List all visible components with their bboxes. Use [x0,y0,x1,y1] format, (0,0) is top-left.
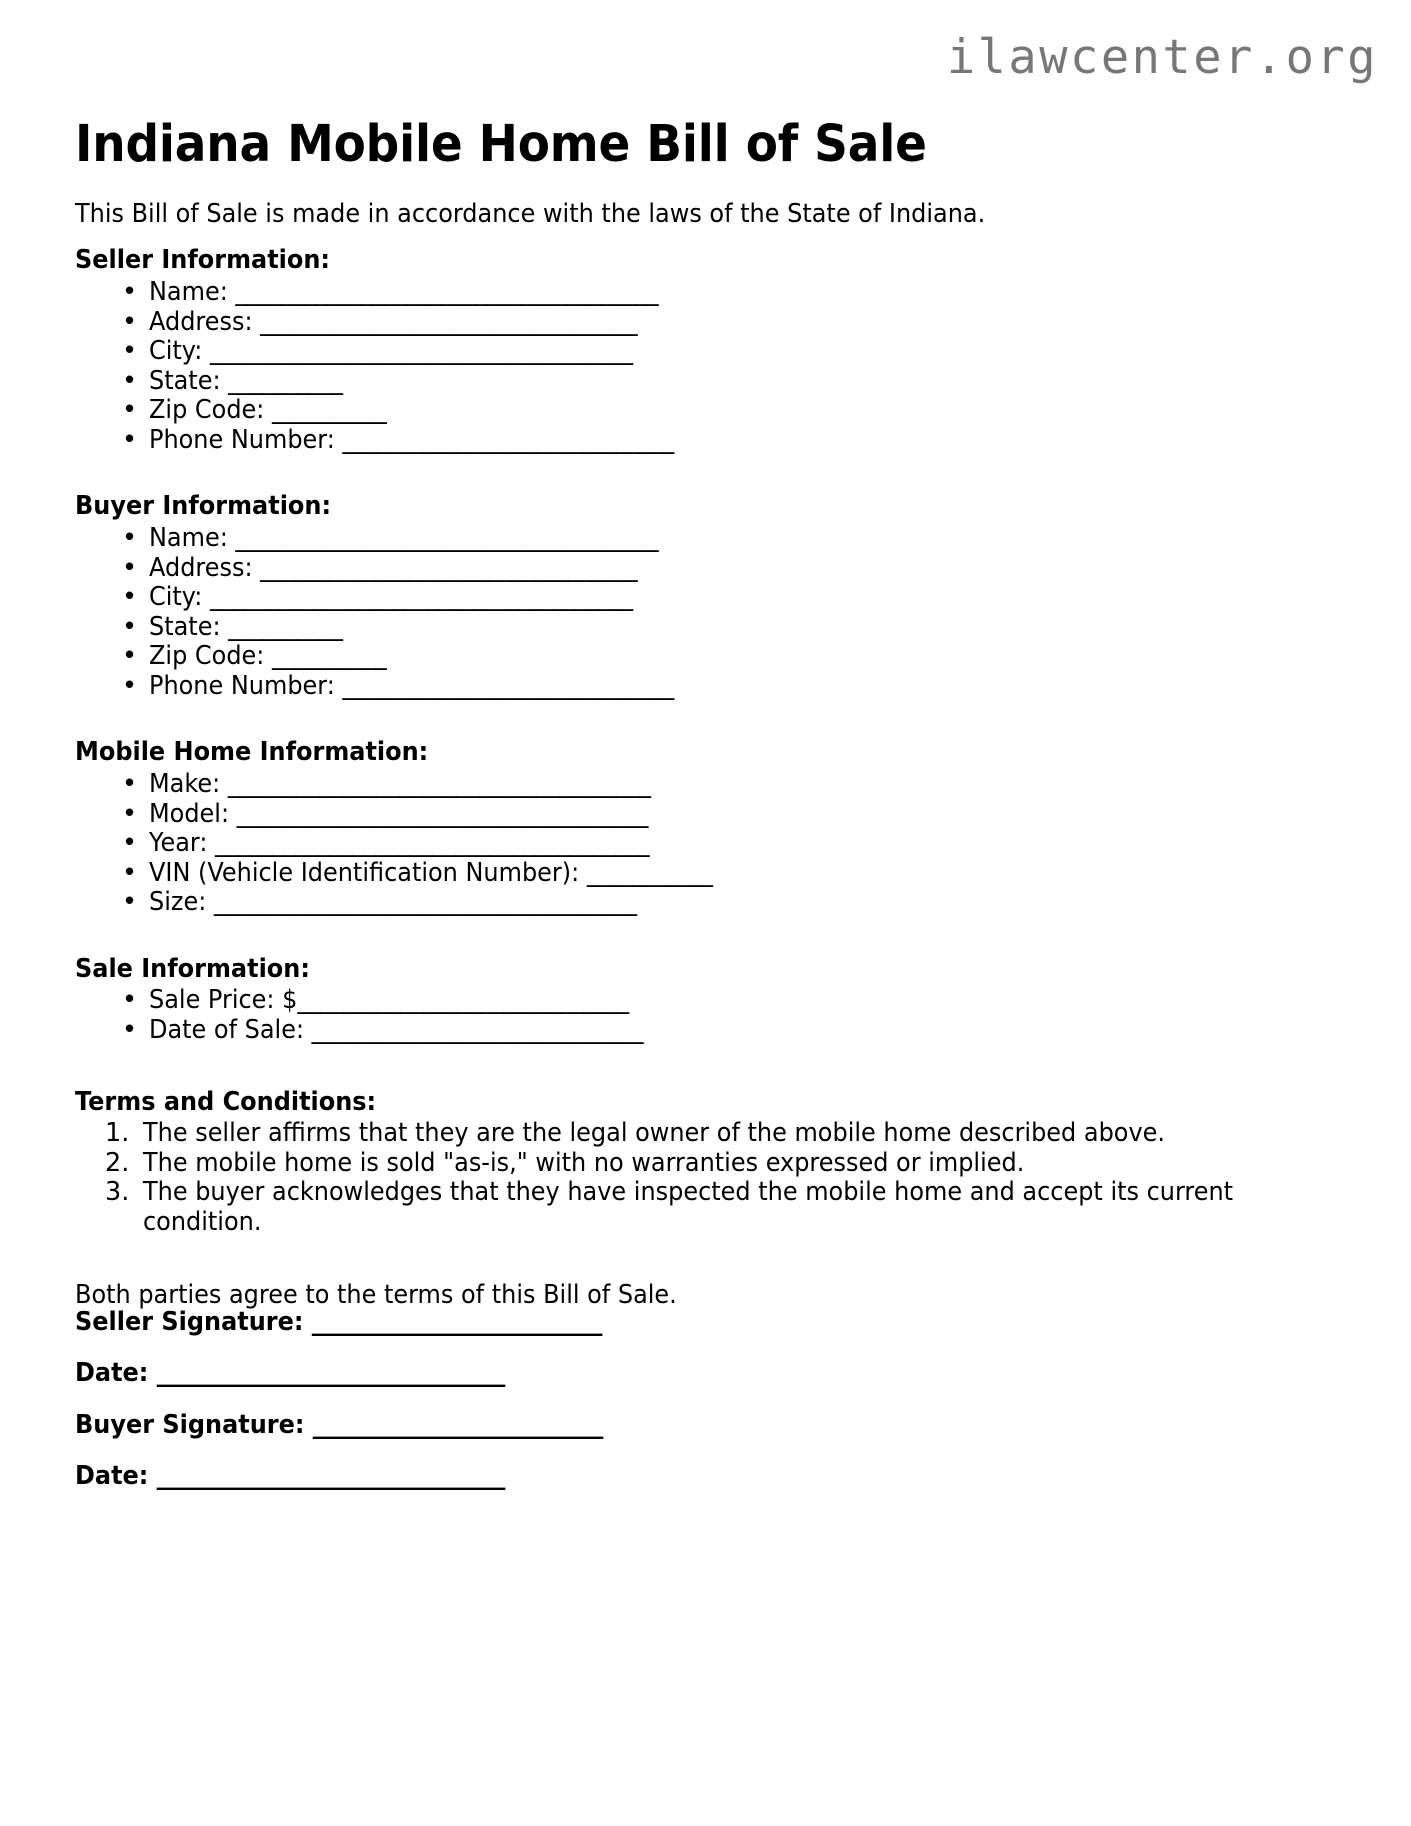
term-text: The seller affirms that they are the legal owner of the mobile home described above. [143,1118,1166,1148]
field-seller-city[interactable] [119,337,707,367]
field-model[interactable] [119,800,748,830]
field-list-mobile-home [119,770,748,918]
bullet-icon: • [122,552,138,583]
field-list-seller [119,278,707,455]
field-blank: __________ [228,611,343,642]
section-heading-seller: Seller Information: [75,245,331,276]
section-heading-sale: Sale Information: [75,954,310,985]
term-item [105,1149,1300,1179]
page-title: Indiana Mobile Home Bill of Sale [75,115,927,175]
field-label: Address: [149,306,253,337]
signature-label: Date: [75,1461,149,1491]
bullet-icon: • [122,424,138,455]
field-seller-state[interactable] [119,367,707,397]
buyer-date-line[interactable] [75,1461,505,1492]
field-blank: _____________________________ [342,670,674,701]
field-buyer-state[interactable] [119,613,707,643]
seller-date-line[interactable] [75,1358,505,1389]
signature-label: Date: [75,1358,149,1388]
term-text: The buyer acknowledges that they have inspected the mobile home and accept its current condition. [143,1177,1234,1237]
field-seller-phone[interactable] [119,426,707,456]
field-label: Size: [149,887,207,917]
field-label: Phone Number: [149,424,335,455]
field-seller-address[interactable] [119,308,707,338]
bullet-icon: • [122,1014,138,1045]
bullet-icon: • [122,985,138,1015]
term-item [105,1119,1300,1149]
field-list-buyer [119,524,707,701]
bullet-icon: • [122,306,138,337]
field-label: Name: [149,277,228,307]
field-blank: _____________________________________ [209,582,633,612]
signature-label: Buyer Signature: [75,1410,305,1440]
seller-signature-line[interactable] [75,1307,602,1338]
signature-blank: ______________________________ [156,1461,506,1491]
field-seller-name[interactable] [119,278,707,308]
bullet-icon: • [122,365,138,396]
field-blank: __________ [271,395,387,425]
field-make[interactable] [119,770,748,800]
field-label: State: [149,611,221,642]
term-number: 1. [105,1118,130,1148]
field-blank: _____________________________________ [227,769,651,799]
bullet-icon: • [122,857,138,888]
section-heading-terms: Terms and Conditions: [75,1087,377,1118]
bullet-icon: • [122,523,138,553]
field-label: Sale Price: $ [149,985,298,1015]
term-text: The mobile home is sold "as-is," with no warranties expressed or implied. [143,1147,1025,1178]
field-blank: ___________ [586,857,713,888]
field-buyer-phone[interactable] [119,672,707,702]
site-watermark: ilawcenter.org [946,30,1378,85]
field-blank: __________ [228,365,343,396]
intro-paragraph: This Bill of Sale is made in accordance with the laws of the State of Indiana. [75,198,986,229]
signature-label: Seller Signature: [75,1307,304,1337]
terms-list [105,1119,1300,1237]
bullet-icon: • [122,277,138,307]
field-blank: _____________________________ [342,424,674,455]
bullet-icon: • [122,798,138,829]
bullet-icon: • [122,582,138,612]
field-label: Date of Sale: [149,1014,305,1045]
field-seller-zip[interactable] [119,396,707,426]
field-blank: ____________________________________ [236,798,648,829]
field-blank: _____________________________ [311,1014,643,1045]
field-blank: _____________________________________ [235,523,659,553]
field-sale-price[interactable] [119,986,674,1016]
bullet-icon: • [122,395,138,425]
field-blank: ______________________________________ [215,828,650,858]
field-label: Zip Code: [149,641,265,671]
closing-paragraph: Both parties agree to the terms of this Bill of Sale. [75,1279,677,1310]
field-label: Make: [149,769,221,799]
field-blank: _________________________________ [260,306,638,337]
field-label: State: [149,365,221,396]
field-size[interactable] [119,888,748,918]
field-vin[interactable] [119,859,748,889]
term-number: 3. [105,1177,130,1207]
field-label: Year: [149,828,208,858]
bullet-icon: • [122,769,138,799]
bullet-icon: • [122,670,138,701]
field-blank: _____________________________ [297,985,629,1015]
bullet-icon: • [122,887,138,917]
field-buyer-city[interactable] [119,583,707,613]
field-buyer-name[interactable] [119,524,707,554]
field-label: Zip Code: [149,395,265,425]
field-blank: _____________________________________ [213,887,637,917]
buyer-signature-line[interactable] [75,1410,603,1441]
field-label: Phone Number: [149,670,335,701]
field-list-sale [119,986,674,1045]
signature-blank: ______________________________ [156,1358,506,1388]
field-blank: _____________________________________ [235,277,659,307]
section-heading-buyer: Buyer Information: [75,491,332,522]
bullet-icon: • [122,641,138,671]
field-label: Model: [149,798,230,829]
bullet-icon: • [122,336,138,366]
field-label: VIN (Vehicle Identification Number): [149,857,580,888]
field-label: City: [149,582,203,612]
bullet-icon: • [122,828,138,858]
field-label: City: [149,336,203,366]
field-blank: _____________________________________ [209,336,633,366]
bullet-icon: • [122,611,138,642]
term-number: 2. [105,1147,130,1178]
field-date-of-sale[interactable] [119,1016,674,1046]
field-buyer-address[interactable] [119,554,707,584]
section-heading-mobile-home: Mobile Home Information: [75,737,429,768]
field-year[interactable] [119,829,748,859]
field-label: Name: [149,523,228,553]
signature-blank: _________________________ [311,1307,603,1337]
field-buyer-zip[interactable] [119,642,707,672]
field-label: Address: [149,552,253,583]
term-item [105,1178,1300,1237]
field-blank: __________ [271,641,387,671]
field-blank: _________________________________ [260,552,638,583]
signature-blank: _________________________ [312,1410,604,1440]
